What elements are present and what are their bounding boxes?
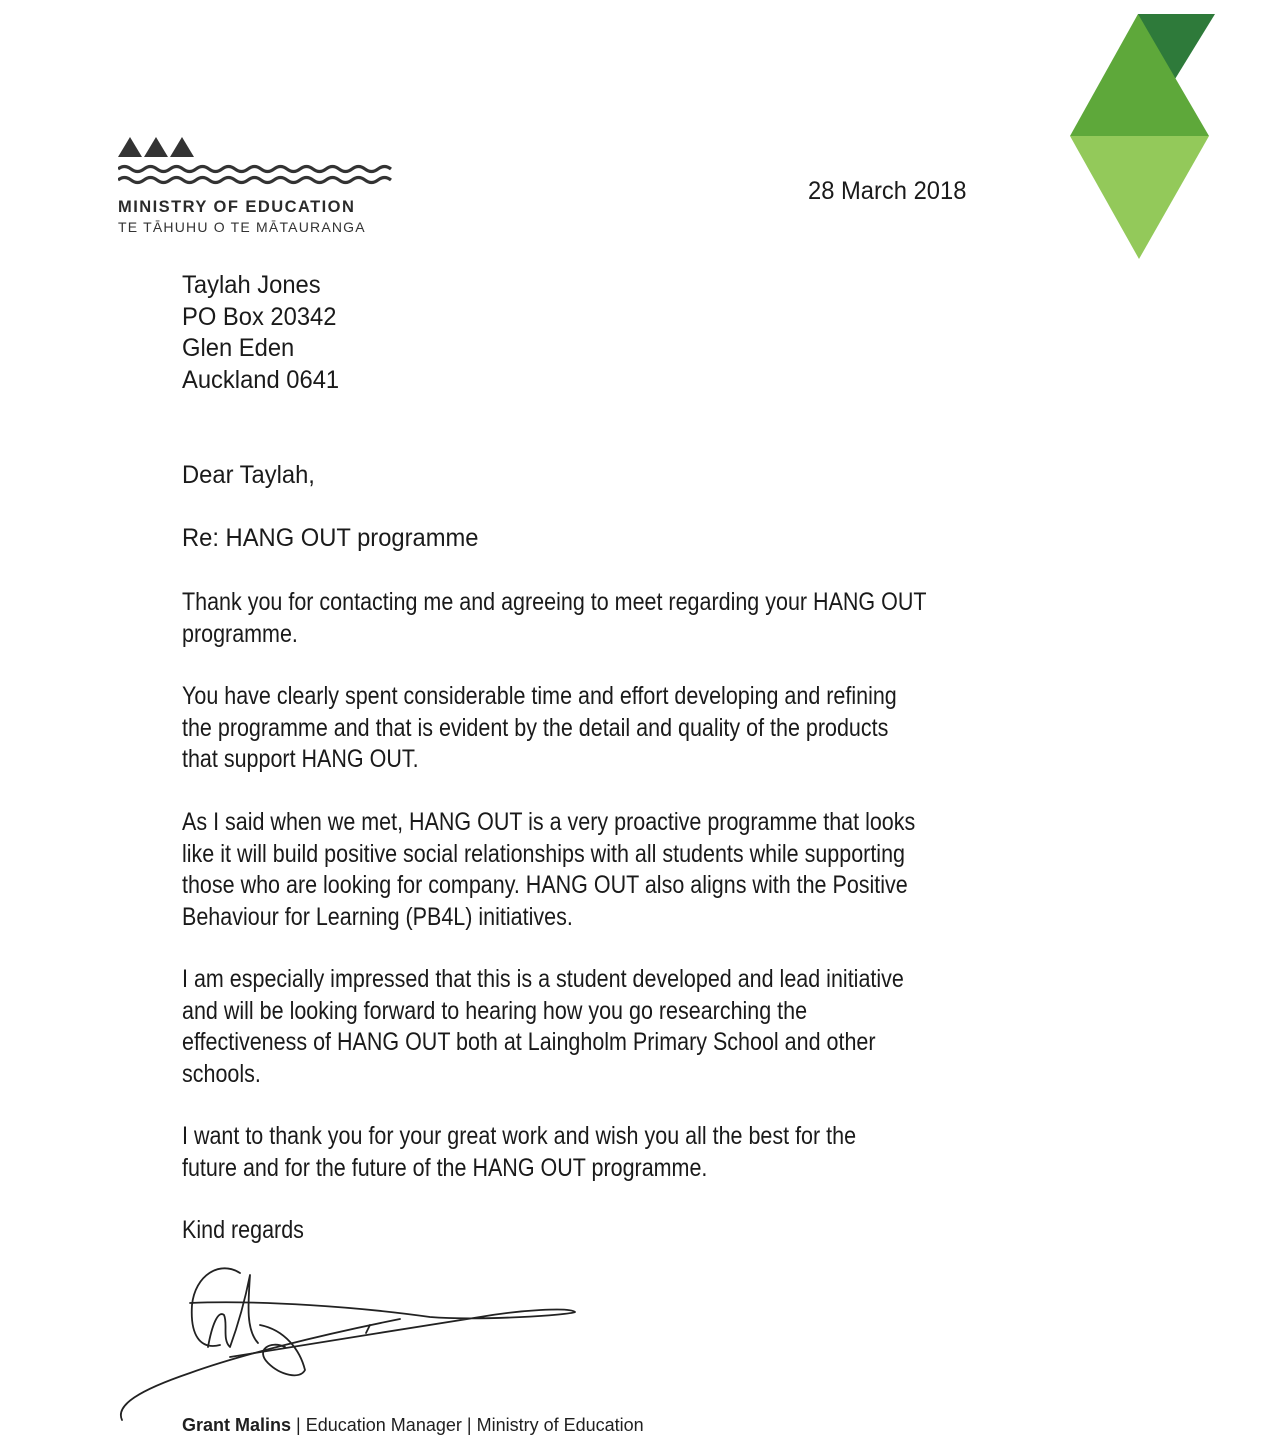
ministry-logo-icon xyxy=(118,136,396,188)
paragraph-line: Thank you for contacting me and agreeing to meet regarding your HANG OUT xyxy=(182,588,927,616)
paragraph-line: effectiveness of HANG OUT both at Laingholm Primary School and other xyxy=(182,1028,876,1056)
paragraph-line: future and for the future of the HANG OUT programme. xyxy=(182,1153,708,1182)
separator: | xyxy=(466,1415,472,1435)
closing: Kind regards xyxy=(182,1216,304,1244)
logo-wave-1 xyxy=(118,167,391,172)
logo-wave-2 xyxy=(118,178,391,183)
paragraph-line: I want to thank you for your great work and wish you all the best for the xyxy=(182,1122,857,1150)
recipient-suburb: Glen Eden xyxy=(182,334,295,362)
signatory-details xyxy=(182,1415,644,1436)
paragraph-line: those who are looking for company. HANG OUT also aligns with the Positive xyxy=(182,871,908,899)
paragraph-line: the programme and that is evident by the detail and quality of the products xyxy=(182,713,889,742)
signatory-organisation: Ministry of Education xyxy=(476,1415,644,1435)
signatory-title: Education Manager xyxy=(305,1415,462,1435)
triangle-light-green xyxy=(1070,136,1209,259)
paragraph-line: that support HANG OUT. xyxy=(182,745,419,773)
subject-line: Re: HANG OUT programme xyxy=(182,524,479,552)
signatory-name: Grant Malins xyxy=(182,1415,292,1435)
logo-title: MINISTRY OF EDUCATION xyxy=(118,198,356,216)
logo-mountain-2 xyxy=(144,137,168,157)
recipient-address xyxy=(182,270,339,396)
green-triangles-graphic xyxy=(1070,14,1215,259)
paragraph-3 xyxy=(182,807,915,933)
logo-subtitle: TE TĀHUHU O TE MĀTAURANGA xyxy=(118,219,366,235)
recipient-po-box: PO Box 20342 xyxy=(182,302,337,331)
paragraph-4 xyxy=(182,964,904,1090)
letter-date: 28 March 2018 xyxy=(808,177,967,205)
paragraph-2 xyxy=(182,681,897,776)
paragraph-line: like it will build positive social relationships with all students while supporting xyxy=(182,839,905,868)
paragraph-line: I am especially impressed that this is a student developed and lead initiative xyxy=(182,965,904,993)
paragraph-line: Behaviour for Learning (PB4L) initiatives. xyxy=(182,902,573,931)
paragraph-line: schools. xyxy=(182,1059,261,1088)
recipient-name: Taylah Jones xyxy=(182,271,321,299)
paragraph-line: programme. xyxy=(182,619,298,648)
paragraph-line: As I said when we met, HANG OUT is a very proactive programme that looks xyxy=(182,808,916,836)
recipient-city: Auckland 0641 xyxy=(182,365,340,394)
paragraph-5 xyxy=(182,1121,856,1184)
logo-mountain-3 xyxy=(170,137,194,157)
paragraph-line: and will be looking forward to hearing how you go researching the xyxy=(182,996,808,1025)
separator: | xyxy=(296,1415,301,1435)
salutation: Dear Taylah, xyxy=(182,461,315,489)
logo-mountain-1 xyxy=(118,137,142,157)
handwritten-signature xyxy=(100,1255,600,1430)
paragraph-line: You have clearly spent considerable time and effort developing and refining xyxy=(182,682,897,710)
paragraph-1 xyxy=(182,587,927,650)
